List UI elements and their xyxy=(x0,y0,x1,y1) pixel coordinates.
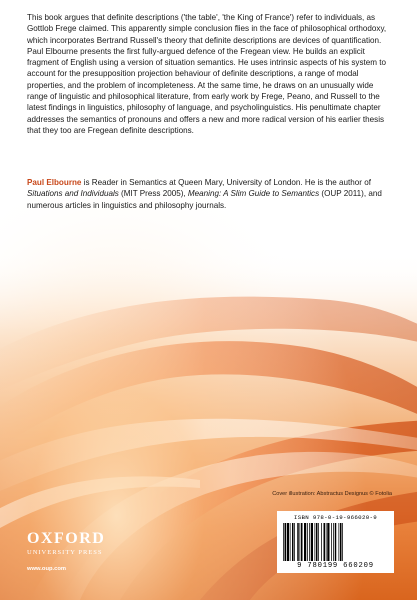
barcode-icon xyxy=(283,523,388,561)
bio-text-1: is Reader in Semantics at Queen Mary, University of London. He is the author of xyxy=(81,178,371,187)
publisher-subtitle: UNIVERSITY PRESS xyxy=(27,549,103,556)
author-bio xyxy=(27,177,392,211)
bio-text-2: (MIT Press 2005), xyxy=(118,189,188,199)
barcode-panel xyxy=(277,511,394,573)
bio-book-2: Meaning: A Slim Guide to Semantics xyxy=(187,189,320,199)
isbn-text: ISBN 978-0-19-966020-9 xyxy=(293,514,378,521)
author-name: Paul Elbourne xyxy=(27,178,82,187)
bio-text-3: (OUP 2011), and numerous articles in linguistics and philosophy journals. xyxy=(27,189,382,210)
book-description: This book argues that definite descriptions ('the table', 'the King of France') refer to individuals, as Gottlob Frege claimed. This apparently simple conclusion flies in the face of philosophical orthodoxy, which incorporates Bertrand Russell's theory that definite descriptions are devices of quantification. Paul Elbourne presents the first fully-argued defence of the Fregean view. He builds an explicit fragment of English using a version of situation semantics. He uses intrinsic aspects of his system to account for the presupposition projection behaviour of definite descriptions, a range of modal properties, and the problem of incompleteness. At the same time, he draws on an unusually wide range of linguistic and philosophical literature, from early work by Frege, Peano, and Russell to the latest findings in linguistics, philosophy of language, and psycholinguistics. His penultimate chapter addresses the semantics of pronouns and offers a new and more radical version of his earlier thesis that they too are Fregean definite descriptions. xyxy=(27,13,387,135)
ean-number: 9 780199 660209 xyxy=(297,562,374,570)
cover-credit: Cover illustration: Abstractus Designus © Fotolia xyxy=(272,491,392,497)
publisher-logo: OXFORD xyxy=(27,530,106,547)
bio-book-1: Situations and Individuals xyxy=(27,189,119,199)
publisher-url: www.oup.com xyxy=(27,566,67,572)
